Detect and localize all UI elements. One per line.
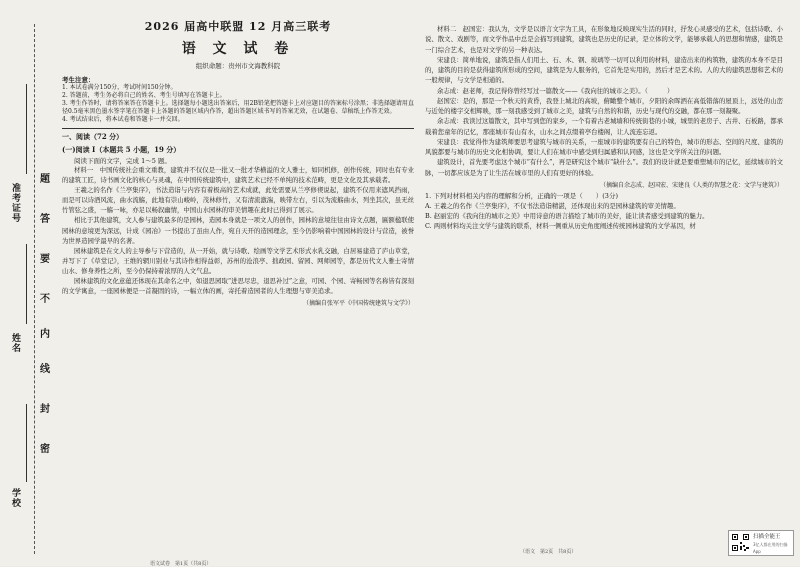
instruction: 阅读下面的文字，完成 1～5 题。 — [74, 157, 171, 165]
stamp-line-2: 3亿人都在用的扫描App — [753, 542, 788, 554]
material-2-paragraph: 建筑设计，首先要考虑这个城市“有什么”，再是研究这个城市“缺什么”。我们的设计就是要重塑城市的记忆，延续城市的文脉，一切都应该是为了让生活在城市里的人们有更好的体验。 — [425, 158, 783, 177]
scanner-app-name — [753, 534, 793, 555]
notice-heading: 考生注意： — [62, 76, 95, 84]
seal-line — [34, 24, 35, 554]
seal-char: 封 — [40, 404, 50, 415]
exam-number-line[interactable] — [26, 84, 27, 174]
material-2-paragraph: 余志成：我读过这篇散文，其中写到您的家乡，一个有着古老城墙和传统街巷的小城，城里的老房子、古井、石板路，都承载着您童年的记忆，那座城市有山有水，山水之间点缀着亭台楼阁，让人流连忘返。 — [425, 117, 783, 136]
right-column — [425, 24, 783, 559]
material-1-paragraph: 材料一 中国传统社会重文重教，建筑并不仅仅是一批又一批才华横溢的文人雅士，如同机修，创作传统，同时也有专业的建筑工匠，诗书画文化的核心与灵魂，在中国传统建筑中，建筑艺术已经不单纯的技术范畴，更是文化及其承载者。 — [62, 166, 414, 185]
subject-title: 语 文 试 卷 — [181, 41, 295, 57]
seal-char: 不 — [40, 294, 50, 305]
notice-item: 3. 考生作答时，请将答案答在答题卡上。选择题每小题选出答案后，用2B铅笔把答题卡上对应题目的答案标号涂黑；非选择题请用直径0.5毫米黑色墨水签字笔在答题卡上各题的答题区域内作答，超出答题区域书写的答案无效，在试题卷、草稿纸上作答无效。 — [62, 100, 414, 115]
seal-char: 内 — [40, 329, 50, 340]
material-2-paragraph: 宋建良：简单地说，建筑是指人们用土、石、木、钢、玻璃等一切可以利用的材料，建造出来的构筑物，建筑的本身不是目的，建筑的目的是获得建筑所形成的空间，建筑是为人服务的，它首先是实用的，然后才是艺术的。人的大的建筑思想和艺术的一般规律，与文学是相通的。 — [425, 55, 783, 85]
seal-char: 要 — [40, 254, 50, 265]
question-1-option-a[interactable]: A. 王羲之的名作《兰亭集序》，不仅书法造诣精湛，还体现出来的是园林建筑的审美情趣。 — [425, 201, 680, 210]
name-label: 姓名 — [12, 334, 22, 354]
seal-char: 线 — [40, 364, 50, 375]
name-line[interactable] — [26, 244, 27, 324]
exam-notice — [62, 76, 414, 124]
binding-strip — [4, 24, 50, 554]
divider — [62, 128, 414, 129]
material-1-paragraph: 相比于其他建筑，文人参与建筑最多的是园林，造园本身就是一项文人的创作，园林的意境往往由诗文点题，匾额楹联使园林的意境更为深远，计成《园冶》一书提出了虽由人作，宛自天开的造园理念，至今仍影响着中国园林的设计与营造，被誉为世界造园学最早的名著。 — [62, 216, 414, 245]
scanner-watermark — [728, 530, 794, 556]
notice-item: 2. 答题前，考生务必将自己的姓名、考生号填写在答题卡上。 — [62, 92, 226, 99]
section-heading: 一、阅读（72 分） — [62, 132, 124, 141]
organizer: 组织命题：贵州市文海教科院 — [195, 62, 281, 70]
material-2-paragraph: 余志成：赵老师，我记得你曾经写过一篇散文——《我向往的城市之美》。（ ） — [437, 86, 674, 95]
seal-char: 题 — [40, 174, 50, 185]
question-1-option-c[interactable]: C. 两则材料均关注文学与建筑的联系，材料一侧重从历史角度阐述传统园林建筑的文学基因，材 — [425, 221, 696, 230]
notice-item: 4. 考试结束后，将本试卷和答题卡一并交回。 — [62, 116, 184, 123]
material-2-paragraph: 赵国宏：是的，那是一个秋天的黄昏，我登上城北的高坡，俯瞰整个城市，夕阳的余晖洒在高低错落的屋顶上，远处的山峦与近处的楼宇交相辉映，那一刻我感受到了城市之美，建筑与自然的和谐，历史与现代的交融，都在那一刻凝聚。 — [425, 96, 783, 115]
school-label: 学校 — [12, 489, 22, 509]
page-footer-left: 语文试卷 第1页（共8页） — [150, 561, 212, 567]
material-1-paragraph: 园林建筑的文化意蕴还体现在其命名之中，如退思园取“进思尽忠，退思补过”之意，可园、个园、寄畅园等名称皆有深刻的文学寓意，一座园林便是一首凝固的诗，一幅立体的画，寄托着造园者的人生理想与审美追求。 — [62, 277, 414, 296]
qr-code-icon — [731, 533, 750, 552]
exam-title: 2026 届高中联盟 12 月高三联考 — [144, 20, 332, 33]
material-1-source: （摘编自张军平《中国传统建筑与文学》） — [302, 300, 414, 308]
material-2-paragraph: 宋建良：我觉得作为建筑师要思考建筑与城市的关系，一座城市的建筑要有自己的特色，城市的形态、空间的尺度、建筑的风貌都要与城市的历史文化相协调，要让人们在城市中感受到归属感和认同感，这也是文学所关注的问题。 — [425, 137, 783, 156]
notice-item: 1. 本试卷满分150分，考试时间150分钟。 — [62, 84, 177, 91]
stamp-line-1: 扫描全能王 — [753, 534, 781, 540]
question-1-stem: 1. 下列对材料相关内容的理解和分析，正确的一项是（ ）(3分) — [425, 191, 618, 200]
seal-char: 密 — [40, 444, 50, 455]
material-2-paragraph: 材料二 赵国宏：我认为，文学是以语言文字为工具，在形象地反映现实生活的同时，抒发心灵感受的艺术，包括诗歌、小说、散文、戏剧等，而文学作品中总是会描写到建筑，建筑也是历史的记录，是立体的文学，能够承载人的思想和情感，建筑是一门综合艺术，也是对文学的另一种表达。 — [425, 25, 783, 54]
question-1-option-b[interactable]: B. 赵丽宏的《我向往的城市之美》中用诗意的语言描绘了城市的美好，能让读者感受到建筑的魅力。 — [425, 211, 709, 220]
exam-number-label: 准考证号 — [12, 184, 22, 224]
page-footer-right: （语文 第2页 共8页） — [520, 549, 577, 555]
school-line[interactable] — [26, 404, 27, 482]
subsection-heading: (一)阅读 I（本题共 5 小题，19 分） — [62, 145, 181, 154]
material-2-source: （摘编自余志成、赵国宏、宋建良《人类的智慧之花：文学与建筑》） — [599, 181, 783, 189]
seal-char: 答 — [40, 214, 50, 225]
left-column — [62, 14, 414, 559]
material-1-paragraph: 王羲之的名作《兰亭集序》，书法造诣与内容有着极高的艺术成就，此处需要从兰亭修禊说起，建筑不仅用来遮风挡雨，而是可以诗酒风流，曲水流觞，此地有崇山峻岭，茂林修竹，又有清流激湍，映带左右，引以为流觞曲水，列坐其次，虽无丝竹管弦之盛，一觞一咏，亦足以畅叙幽情，中国山水园林的审美情趣在此时已得到了展示。 — [62, 186, 414, 215]
material-1-paragraph: 园林建筑是在文人的主导参与下营造的，从一开始，就与诗歌、绘画等文学艺术形式水乳交融，白居易建造了庐山草堂，并写下了《草堂记》，王维的辋川别业与其诗作相得益彰，苏州的沧浪亭、拙政园、留园、网师园等，都是历代文人雅士寄情山水、修身养性之所，至今仍保持着浓厚的人文气息。 — [62, 246, 414, 275]
